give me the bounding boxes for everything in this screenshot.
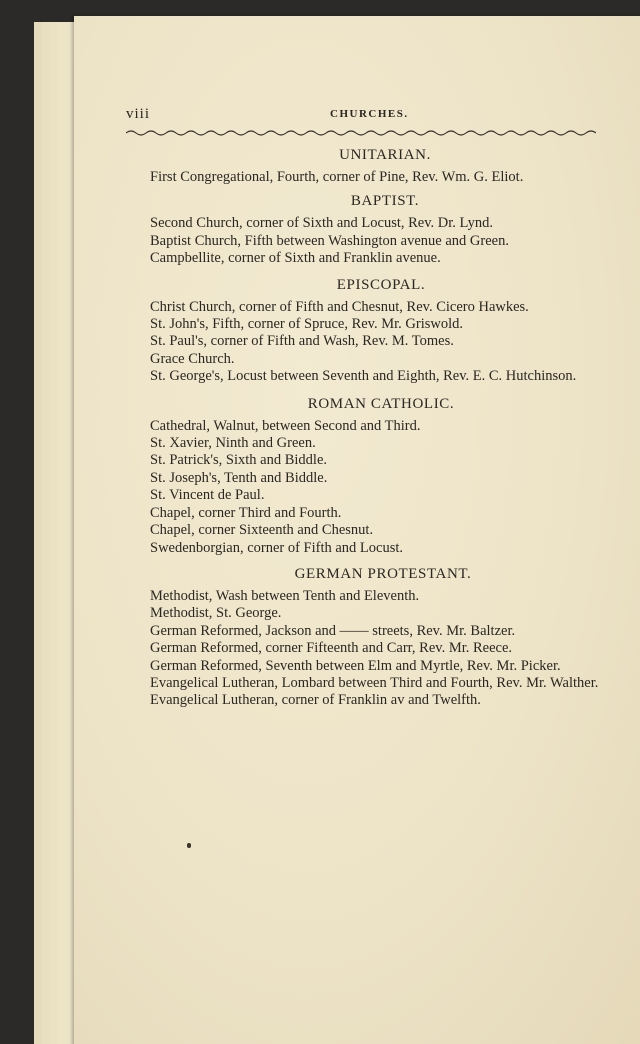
page-number: viii [126,106,151,122]
ink-speck [187,843,191,848]
section-german-protestant [132,565,602,710]
list-item: St. Vincent de Paul. [150,487,265,504]
list-item: German Reformed, corner Fifteenth and Carr, Rev. Mr. Reece. [150,640,513,657]
list-item: Evangelical Lutheran, Lombard between Third and Fourth, Rev. Mr. Walther. [150,674,599,691]
list-item: Campbellite, corner of Sixth and Franklin avenue. [150,250,441,267]
page-header [126,104,640,124]
section-heading: EPISCOPAL. [336,276,426,293]
list-item: German Reformed, Jackson and —— streets, Rev. Mr. Baltzer. [150,622,516,639]
wavy-rule [126,127,596,139]
list-item: St. George's, Locust between Seventh and Eighth, Rev. E. C. Hutchinson. [150,368,577,385]
list-item: Cathedral, Walnut, between Second and Third. [150,417,421,434]
church-listing [132,146,602,710]
list-item: Evangelical Lutheran, corner of Franklin av and Twelfth. [150,692,481,709]
section-heading: UNITARIAN. [339,147,431,163]
list-item: Second Church, corner of Sixth and Locust, Rev. Dr. Lynd. [150,215,493,232]
list-item: Chapel, corner Sixteenth and Chesnut. [150,522,374,539]
list-item: German Reformed, Seventh between Elm and Myrtle, Rev. Mr. Picker. [150,657,561,674]
section-roman-catholic [132,395,602,557]
running-title: CHURCHES. [330,108,409,120]
list-item: Grace Church. [150,350,235,367]
section-baptist [132,192,602,267]
list-item: Baptist Church, Fifth between Washington avenue and Green. [150,232,509,249]
list-item: Methodist, St. George. [150,605,282,622]
list-item: St. Xavier, Ninth and Green. [150,435,316,452]
book-page [74,16,640,1044]
section-episcopal [132,276,602,386]
list-item: Chapel, corner Third and Fourth. [150,504,342,521]
list-item: St. Joseph's, Tenth and Biddle. [150,469,328,486]
list-item: Christ Church, corner of Fifth and Chesnut, Rev. Cicero Hawkes. [150,298,529,315]
list-item: St. John's, Fifth, corner of Spruce, Rev. Mr. Griswold. [150,316,463,333]
list-item: St. Patrick's, Sixth and Biddle. [150,452,328,469]
section-unitarian [132,146,602,186]
section-heading: GERMAN PROTESTANT. [294,565,472,582]
list-item: St. Paul's, corner of Fifth and Wash, Rev. M. Tomes. [150,333,454,350]
section-heading: ROMAN CATHOLIC. [307,395,455,412]
list-item: First Congregational, Fourth, corner of Pine, Rev. Wm. G. Eliot. [150,169,524,185]
section-heading: BAPTIST. [350,193,420,210]
list-item: Methodist, Wash between Tenth and Eleventh. [150,587,420,604]
list-item: Swedenborgian, corner of Fifth and Locust. [150,539,404,556]
